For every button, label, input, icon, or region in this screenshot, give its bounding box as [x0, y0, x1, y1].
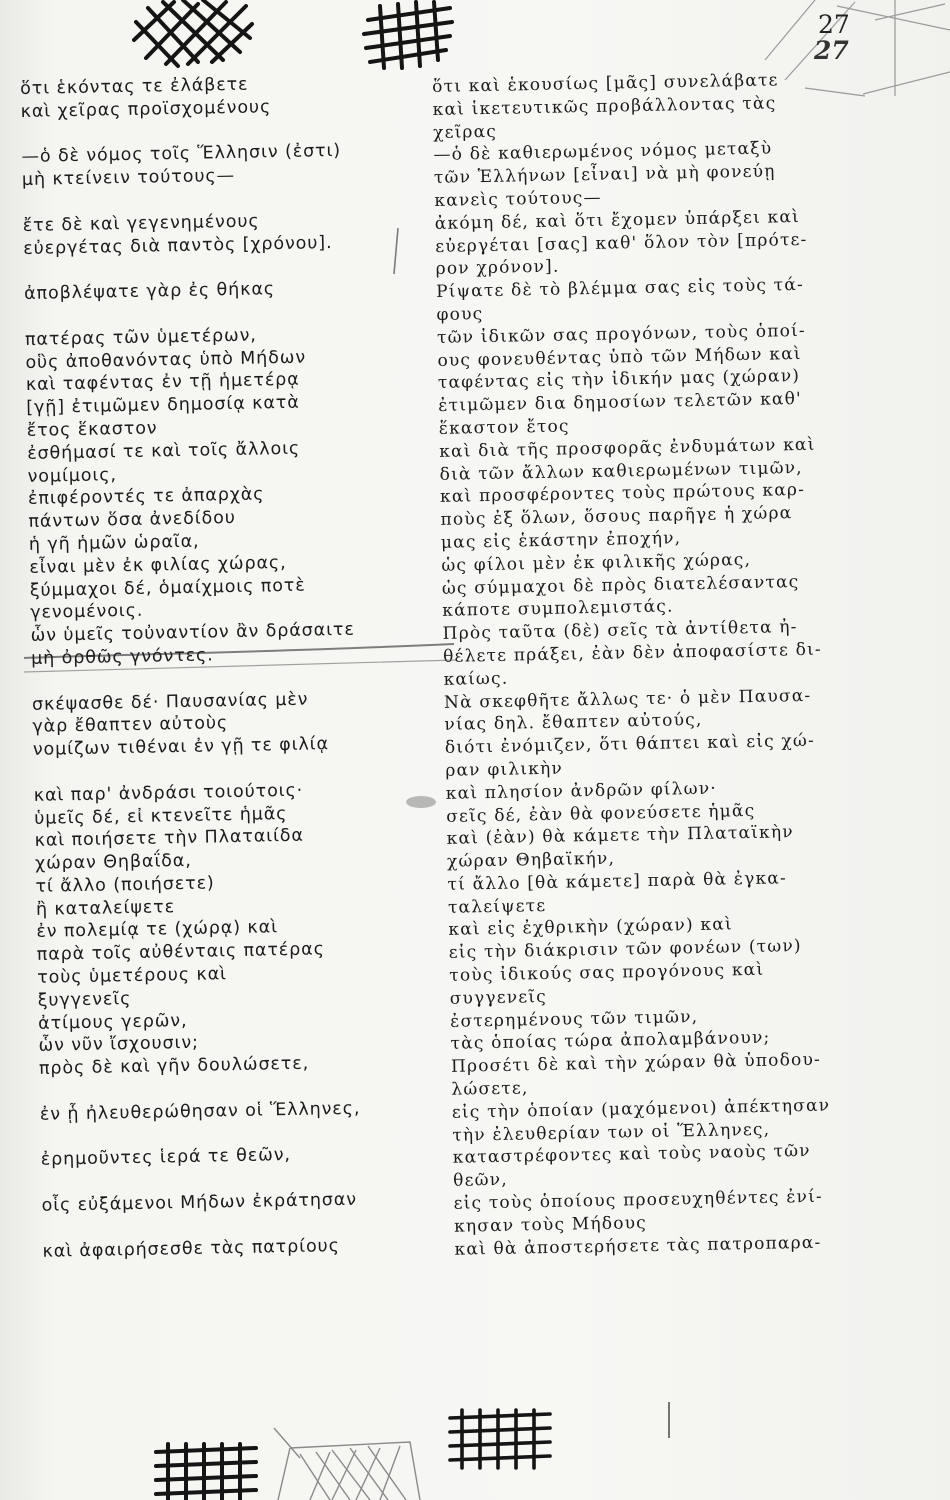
translation-text-line: Προσέτι δὲ καὶ τὴν χώραν θὰ ὑποδου-: [450, 1049, 822, 1078]
translation-text-line: καὶ πλησίον ἀνδρῶν φίλων·: [445, 778, 718, 804]
translation-text-line: τῶν Ἑλλήνων [εἶναι] νὰ μὴ φονεύῃ: [433, 161, 776, 189]
page-number-handwritten: 27: [814, 36, 849, 65]
translation-text-line: νίας δηλ. ἔθαπτεν αὐτούς,: [444, 710, 703, 736]
greek-text-line: νομίμοις,: [27, 464, 118, 487]
translation-text-line: θέλετε πράξει, ἐὰν δὲν ἀποφασίστε δι-: [442, 639, 823, 667]
greek-text-line: εἶναι μὲν ἐκ φιλίας χώρας,: [29, 552, 287, 578]
greek-text-line: μὴ κτείνειν τούτους—: [21, 166, 236, 191]
greek-text-line: πατέρας τῶν ὑμετέρων,: [24, 325, 257, 350]
crosshatch-doodle-bottom-center: [446, 1408, 556, 1470]
pencil-box-doodle-bottom: [270, 1418, 430, 1500]
translation-text-line: καίως.: [443, 668, 509, 690]
translation-text-line: διότι ἐνόμιζεν, ὅτι θάπτει καὶ εἰς χώ-: [444, 730, 816, 758]
translation-text-line: καὶ προσφέροντες τοὺς πρώτους καρ-: [439, 480, 806, 508]
greek-text-line: καὶ παρ' ἀνδράσι τοιούτοις·: [33, 780, 304, 806]
greek-text-line: γὰρ ἔθαπτεν αὐτοὺς: [32, 713, 229, 738]
translation-text-line: καὶ θὰ ἀποστερήσετε τὰς πατροπαρα-: [454, 1232, 822, 1260]
greek-text-line: καὶ ταφέντας ἐν τῇ ἡμετέρᾳ: [25, 370, 300, 396]
translation-text-line: ραν φιλικὴν: [445, 758, 564, 781]
translation-text-line: τὰς ὁποίας τώρα ἀπολαμβάνουν;: [450, 1028, 771, 1055]
translation-text-line: Πρὸς ταῦτα (δὲ) σεῖς τὰ ἀντίθετα ἠ-: [442, 617, 798, 645]
translation-text-line: θεῶν,: [453, 1169, 509, 1192]
translation-text-line: καὶ ἱκετευτικῶς προβάλλοντας τὰς: [432, 93, 777, 120]
crosshatch-doodle-top-left: [128, 0, 258, 70]
translation-text-line: τῶν ἰδικῶν σας προγόνων, τοὺς ὁποί-: [436, 320, 807, 348]
translation-text-line: εἰς τοὺς ὁποίους προσευχηθέντες ἐνί-: [453, 1186, 824, 1214]
greek-text-line: οἷς εὐξάμενοι Μήδων ἐκράτησαν: [41, 1189, 358, 1216]
greek-text-line: ἐν πολεμίᾳ τε (χώρᾳ) καὶ: [36, 917, 279, 943]
greek-text-line: ἐν ᾗ ἠλευθερώθησαν οἱ Ἕλληνες,: [39, 1098, 361, 1125]
translation-text-line: χώραν Θηβαϊκήν,: [446, 848, 616, 872]
greek-text-line: καὶ ἀφαιρήσεσθε τὰς πατρίους: [42, 1235, 340, 1262]
greek-text-line: ἐσθήμασί τε καὶ τοῖς ἄλλοις: [27, 438, 301, 464]
translation-text-line: ἐτιμῶμεν δια δημοσίων τελετῶν καθ': [438, 389, 803, 417]
greek-text-line: χώραν Θηβαΐδα,: [34, 850, 192, 874]
greek-text-line: [γῇ] ἐτιμῶμεν δημοσίᾳ κατὰ: [26, 392, 300, 419]
pencil-tick-mark: [664, 1400, 674, 1440]
translation-text-line: σεῖς δέ, ἐὰν θὰ φονεύσετε ἡμᾶς: [446, 800, 756, 827]
translation-text-line: χεῖρας: [432, 121, 498, 143]
translation-text-line: κησαν τοὺς Μήδους: [453, 1212, 648, 1237]
greek-text-line: ξύμμαχοι δέ, ὁμαίχμοις ποτὲ: [29, 575, 306, 601]
greek-text-line: εὐεργέτας διὰ παντὸς [χρόνου].: [23, 232, 333, 259]
greek-text-line: ἀποβλέψατε γὰρ ἐς θήκας: [23, 279, 276, 305]
translation-text-line: τοὺς ἰδικούς σας προγόνους καὶ: [449, 959, 765, 986]
translation-text-line: φους: [436, 304, 484, 325]
crosshatch-doodle-top-center: [358, 0, 458, 72]
greek-text-line: πρὸς δὲ καὶ γῆν δουλώσετε,: [38, 1053, 310, 1080]
page-number: 27: [818, 10, 850, 39]
translation-text-line: ἕκαστον ἔτος: [438, 416, 570, 439]
greek-text-line: τοὺς ὑμετέρους καὶ: [37, 964, 228, 988]
translation-text-line: κάποτε συμπολεμιστάς.: [442, 596, 674, 622]
greek-text-line: ὧν νῦν ἴσχουσιν;: [38, 1033, 200, 1057]
greek-text-line: παρὰ τοῖς αὐθένταις πατέρας: [36, 939, 325, 966]
translation-text-line: Ρίψατε δὲ τὸ βλέμμα σας εἰς τοὺς τά-: [435, 275, 805, 303]
greek-text-line: καὶ χεῖρας προϊσχομένους: [20, 96, 272, 122]
translation-text-line: ἐστερημένους τῶν τιμῶν,: [449, 1006, 699, 1032]
greek-text-line: νομίζων τιθέναι ἐν γῇ τε φιλίᾳ: [32, 734, 330, 760]
translation-text-line: ἀκόμη δέ, καὶ ὅτι ἔχομεν ὑπάρξει καὶ: [434, 206, 801, 234]
greek-text-line: ἐπιφέροντές τε ἀπαρχὰς: [27, 484, 265, 510]
greek-text-line: ἡ γῆ ἡμῶν ὡραῖα,: [28, 531, 200, 555]
translation-text-line: μας εἰς ἑκάστην ἐποχήν,: [440, 528, 682, 553]
translation-text-line: καταστρέφοντες καὶ τοὺς ναοὺς τῶν: [452, 1141, 811, 1169]
greek-text-line: ὑμεῖς δέ, εἰ κτενεῖτε ἡμᾶς: [34, 803, 288, 829]
greek-text-line: ἀτίμους γερῶν,: [37, 1010, 188, 1034]
ancient-greek-text-column: [20, 70, 448, 1263]
translation-text-line: κανεὶς τούτους—: [434, 187, 602, 211]
translation-text-line: ρον χρόνον].: [435, 256, 560, 280]
greek-text-line: ἢ καταλείψετε: [35, 896, 176, 920]
crosshatch-doodle-bottom-left: [152, 1440, 262, 1500]
greek-text-line: οὓς ἀποθανόντας ὑπὸ Μήδων: [25, 347, 307, 373]
translation-text-line: ὡς φίλοι μὲν ἐκ φιλικῆς χώρας,: [441, 549, 752, 576]
translation-text-line: διὰ τῶν ἄλλων καθιερωμένων τιμῶν,: [439, 457, 803, 485]
greek-text-line: μὴ ὀρθῶς γνόντες.: [30, 645, 214, 669]
greek-text-line: ἐρημοῦντες ἱερά τε θεῶν,: [40, 1145, 292, 1171]
translation-text-line: λώσετε,: [451, 1078, 529, 1100]
greek-text-line: σκέψασθε δέ· Παυσανίας μὲν: [31, 689, 309, 715]
translation-text-line: Νὰ σκεφθῆτε ἄλλως τε· ὁ μὲν Παυσα-: [443, 685, 812, 713]
translation-text-line: καὶ διὰ τῆς προσφορᾶς ἐνδυμάτων καὶ: [439, 434, 816, 462]
greek-text-line: ἔτε δὲ καὶ γεγενημένους: [22, 211, 260, 236]
translation-text-line: καὶ εἰς ἐχθρικὴν (χώραν) καὶ: [448, 914, 733, 941]
greek-text-line: τί ἄλλο (ποιήσετε): [35, 873, 215, 897]
translation-text-line: καὶ (ἐὰν) θὰ κάμετε τὴν Πλαταϊκὴν: [446, 822, 794, 850]
translation-text-line: εἰς τὴν διάκρισιν τῶν φονέων (των): [448, 936, 802, 964]
translation-text-line: ὡς σύμμαχοι δὲ πρὸς διατελέσαντας: [441, 571, 800, 599]
greek-text-line: πάντων ὅσα ἀνεδίδου: [28, 508, 236, 533]
translation-text-line: τί ἄλλο [θὰ κάμετε] παρὰ θὰ ἐγκα-: [447, 868, 788, 895]
greek-text-line: ξυγγενεῖς: [37, 988, 132, 1011]
greek-text-line: ὧν ὑμεῖς τοὐναντίον ἂν δράσαιτε: [30, 619, 355, 647]
greek-text-line: ὅτι ἑκόντας τε ἐλάβετε: [20, 74, 249, 99]
translation-text-line: ους φονευθέντας ὑπὸ τῶν Μήδων καὶ: [437, 343, 802, 371]
greek-text-line: ἔτος ἕκαστον: [26, 418, 158, 441]
translation-text-line: εἰς τὴν ὁποίαν (μαχόμενοι) ἀπέκτησαν: [451, 1095, 831, 1123]
translation-text-line: συγγενεῖς: [449, 986, 548, 1009]
translation-text-line: εὐεργέται [σας] καθ' ὅλον τὸν [πρότε-: [435, 229, 808, 257]
greek-text-line: —ὁ δὲ νόμος τοῖς Ἕλλησιν (ἐστι): [21, 141, 342, 168]
translation-text-line: —ὁ δὲ καθιερωμένος νόμος μεταξὺ: [433, 138, 773, 166]
greek-text-line: καὶ ποιήσετε τὴν Πλαταιίδα: [34, 825, 305, 852]
modern-greek-translation-column: [432, 66, 950, 1261]
greek-text-line: γενομένοις.: [30, 601, 144, 624]
translation-text-line: ταλείψετε: [447, 895, 547, 918]
translation-text-line: ποὺς ἐξ ὅλων, ὅσους παρῆγε ἡ χώρα: [440, 503, 793, 531]
translation-text-line: ταφέντας εἰς τὴν ἰδικήν μας (χώραν): [437, 366, 801, 394]
translation-text-line: ὅτι καὶ ἑκουσίως [μᾶς] συνελάβατε: [432, 70, 779, 97]
translation-text-line: τὴν ἐλευθερίαν των οἱ Ἕλληνες,: [452, 1119, 771, 1146]
